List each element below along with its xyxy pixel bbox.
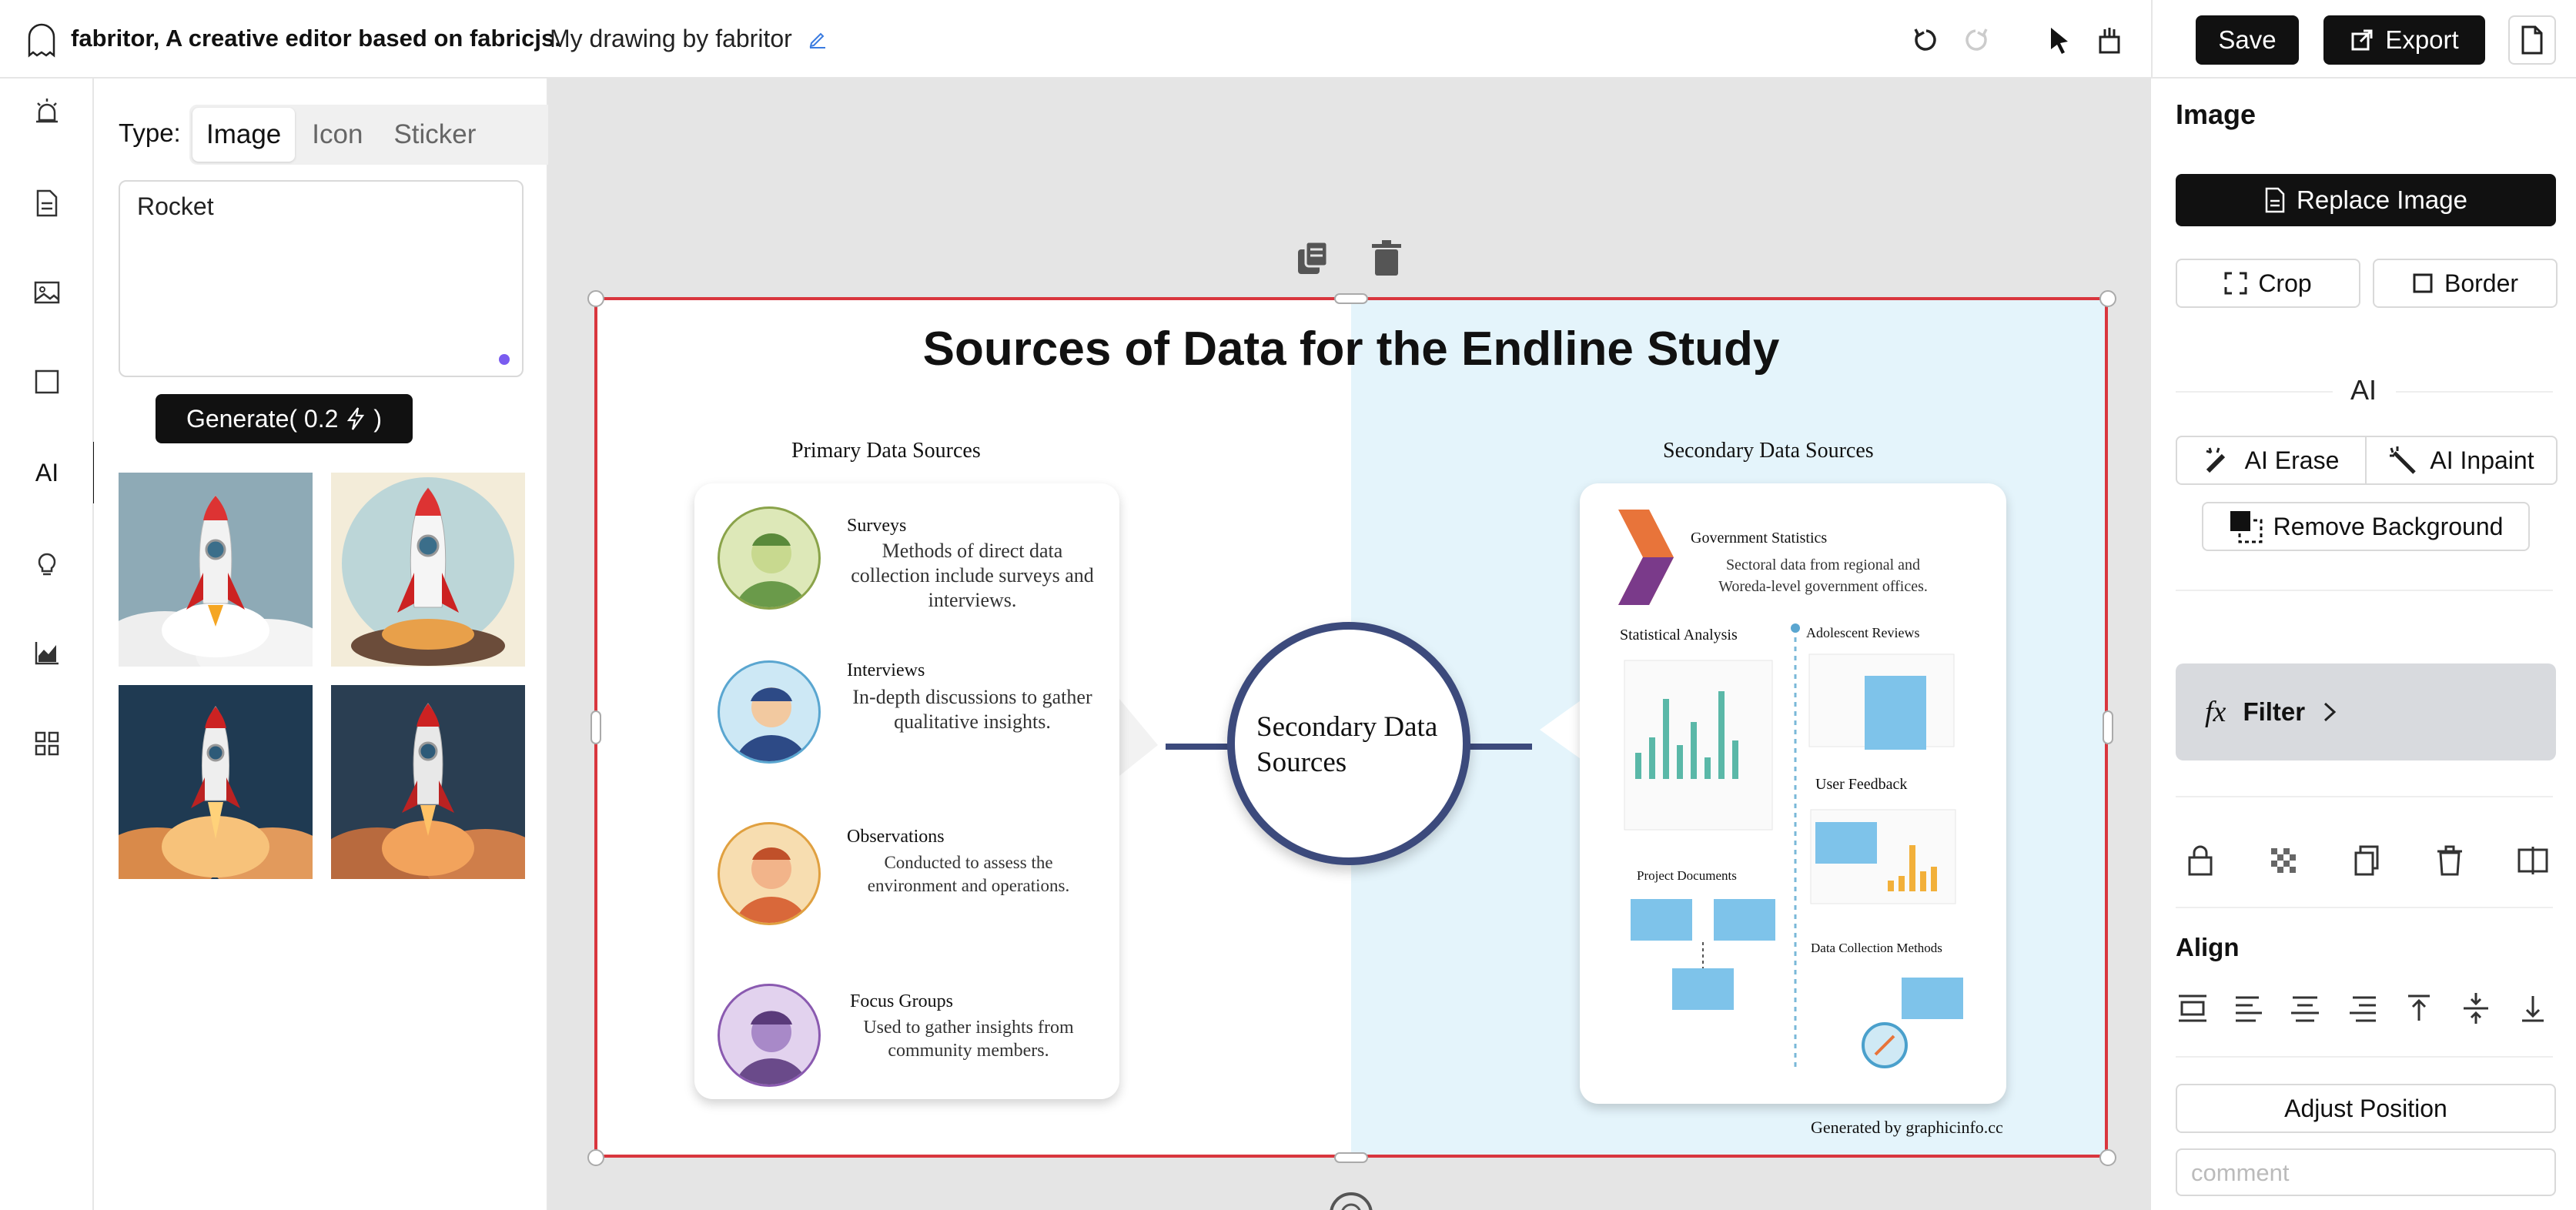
type-segmented-control	[189, 105, 602, 165]
align-bottom-icon[interactable]	[2516, 991, 2550, 1025]
surveys-body: Methods of direct data collection include surveys and interviews.	[851, 540, 1094, 611]
secondary-illustrations	[1580, 483, 2006, 1104]
rail-item-apps[interactable]	[0, 713, 94, 774]
resize-handle-top[interactable]	[1334, 293, 1368, 304]
drawing-canvas[interactable]	[548, 79, 2151, 1210]
square-shape-icon	[33, 368, 61, 396]
observations-title: Observations	[847, 827, 945, 847]
flip-icon[interactable]	[2516, 844, 2550, 877]
user-feedback-label: User Feedback	[1815, 776, 1908, 793]
ai-inpaint-label: AI Inpaint	[2430, 446, 2534, 474]
align-center-canvas-icon[interactable]	[2176, 991, 2210, 1025]
document-title[interactable]: My drawing by fabritor	[550, 25, 792, 52]
result-image-2[interactable]	[331, 473, 525, 667]
crop-button[interactable]	[2176, 259, 2360, 308]
ai-divider-right	[2396, 391, 2553, 393]
data-collection-label: Data Collection Methods	[1811, 941, 1942, 955]
crop-icon	[2224, 272, 2247, 295]
center-circle-label: Secondary Data Sources	[1256, 711, 1438, 778]
interviews-avatar	[718, 660, 821, 764]
save-button[interactable]	[2196, 15, 2299, 65]
ai-erase-button[interactable]	[2176, 436, 2367, 485]
gov-stats-body: Sectoral data from regional and Woreda-level government offices.	[1718, 557, 1928, 595]
filter-label: Filter	[2243, 697, 2306, 726]
redo-icon[interactable]	[1959, 23, 1992, 57]
ai-inpaint-button[interactable]	[2365, 436, 2558, 485]
remove-background-button[interactable]	[2202, 502, 2530, 551]
alarm-icon	[33, 97, 61, 125]
trash-icon[interactable]	[2433, 844, 2467, 877]
properties-panel	[2151, 79, 2576, 1210]
generate-suffix: )	[373, 404, 383, 433]
person-avatar-icon	[720, 663, 821, 764]
result-image-4[interactable]	[331, 685, 525, 879]
section-divider	[2176, 796, 2553, 797]
rail-item-alert[interactable]	[0, 80, 94, 142]
export-label: Export	[2385, 25, 2459, 54]
primary-sources-card	[694, 483, 1119, 1099]
adjust-position-label: Adjust Position	[2284, 1094, 2447, 1122]
align-top-icon[interactable]	[2402, 991, 2436, 1025]
type-option-sticker[interactable]: Sticker	[393, 119, 477, 149]
type-label: Type:	[119, 119, 181, 147]
hand-pan-icon[interactable]	[2093, 23, 2126, 57]
rail-item-text[interactable]	[0, 172, 94, 234]
align-vertical-center-icon[interactable]	[2459, 991, 2493, 1025]
fx-icon: fx	[2205, 696, 2226, 728]
generated-by-footer: Generated by graphicinfo.cc	[1811, 1118, 2003, 1137]
observations-avatar	[718, 822, 821, 925]
generate-button[interactable]	[156, 394, 413, 443]
filter-button[interactable]	[2176, 663, 2556, 760]
comment-input[interactable]	[2176, 1148, 2556, 1196]
rail-ai-label: AI	[35, 458, 59, 486]
lightbulb-icon	[33, 550, 61, 577]
center-circle	[1227, 622, 1470, 865]
gov-stats-title: Government Statistics	[1691, 530, 1828, 547]
app-title: fabritor, A creative editor based on fabricjs.	[71, 25, 561, 52]
opacity-checker-icon[interactable]	[2267, 844, 2300, 877]
align-horizontal-center-icon[interactable]	[2288, 991, 2322, 1025]
person-avatar-icon	[720, 986, 821, 1087]
grammar-indicator-dot	[499, 354, 510, 365]
area-chart-icon	[33, 639, 61, 667]
rail-item-shape[interactable]	[0, 351, 94, 413]
border-label: Border	[2444, 269, 2519, 297]
resize-handle-bottom-left[interactable]	[587, 1149, 604, 1166]
rotate-handle-icon[interactable]	[1326, 1188, 1377, 1210]
delete-icon[interactable]	[1367, 239, 1406, 279]
select-cursor-icon[interactable]	[2042, 23, 2076, 57]
focus-groups-title: Focus Groups	[850, 991, 954, 1011]
duplicate-icon[interactable]	[1293, 239, 1332, 279]
secondary-sources-card	[1580, 483, 2006, 1104]
rail-item-image[interactable]	[0, 262, 94, 323]
align-right-icon[interactable]	[2345, 991, 2379, 1025]
result-image-3[interactable]	[119, 685, 313, 879]
resize-handle-bottom-right[interactable]	[2099, 1149, 2116, 1166]
person-avatar-icon	[720, 824, 821, 925]
grid-apps-icon	[33, 730, 61, 757]
rail-item-ideas[interactable]	[0, 533, 94, 594]
interviews-body: In-depth discussions to gather qualitative insights.	[852, 686, 1092, 733]
adolescent-reviews-label: Adolescent Reviews	[1806, 625, 1920, 640]
border-square-icon	[2412, 272, 2434, 294]
copy-icon[interactable]	[2350, 844, 2384, 877]
border-button[interactable]	[2373, 259, 2558, 308]
header-divider	[2151, 0, 2153, 79]
export-icon	[2350, 28, 2374, 52]
comment-placeholder: comment	[2191, 1159, 2290, 1186]
resize-handle-left[interactable]	[590, 710, 601, 744]
prompt-value: Rocket	[137, 192, 214, 220]
rocket-image-icon	[119, 685, 313, 879]
rail-item-ai[interactable]	[0, 442, 94, 503]
rocket-image-icon	[331, 473, 525, 667]
secondary-heading: Secondary Data Sources	[1663, 439, 1874, 463]
surveys-avatar	[718, 506, 821, 610]
edit-title-icon[interactable]	[807, 28, 828, 49]
poster-title: Sources of Data for the Endline Study	[922, 323, 1780, 376]
section-divider	[2176, 1056, 2553, 1058]
remove-background-label: Remove Background	[2273, 512, 2504, 540]
primary-heading: Primary Data Sources	[791, 439, 981, 463]
result-image-1[interactable]	[119, 473, 313, 667]
prompt-textarea[interactable]	[119, 180, 524, 377]
rocket-image-icon	[119, 473, 313, 667]
section-divider	[2176, 907, 2553, 908]
resize-handle-top-left[interactable]	[587, 290, 604, 307]
ai-generate-panel	[94, 79, 548, 1210]
image-icon	[33, 279, 61, 306]
person-avatar-icon	[720, 509, 821, 610]
properties-title: Image	[2176, 99, 2257, 130]
resize-handle-top-right[interactable]	[2099, 290, 2116, 307]
replace-image-button[interactable]	[2176, 174, 2556, 226]
surveys-title: Surveys	[847, 516, 907, 536]
crop-label: Crop	[2258, 269, 2312, 297]
adjust-position-button[interactable]	[2176, 1084, 2556, 1133]
observations-body: Conducted to assess the environment and operations.	[867, 853, 1070, 895]
focus-groups-body: Used to gather insights from community members.	[863, 1018, 1074, 1061]
top-toolbar	[0, 0, 2576, 79]
magic-eraser-icon	[2203, 445, 2234, 476]
ai-section-label: AI	[2350, 374, 2377, 406]
align-section-label: Align	[2176, 933, 2240, 961]
interviews-title: Interviews	[847, 660, 925, 680]
project-docs-label: Project Documents	[1637, 868, 1737, 883]
type-option-image[interactable]: Image	[192, 108, 295, 162]
lightning-icon	[346, 406, 366, 431]
save-label: Save	[2218, 25, 2277, 54]
resize-handle-right[interactable]	[2103, 710, 2113, 744]
replace-image-label: Replace Image	[2297, 186, 2467, 214]
magic-wand-icon	[2388, 445, 2419, 476]
ghost-logo-icon	[25, 22, 59, 58]
lock-icon[interactable]	[2183, 844, 2217, 877]
export-button[interactable]	[2323, 15, 2485, 65]
document-icon	[33, 189, 61, 217]
generate-label: Generate( 0.2	[186, 404, 339, 433]
chevron-right-icon	[2322, 700, 2337, 724]
section-divider	[2176, 590, 2553, 591]
rail-item-chart[interactable]	[0, 622, 94, 684]
document-settings-button[interactable]	[2508, 15, 2556, 65]
tool-rail	[0, 79, 94, 1210]
type-option-icon[interactable]: Icon	[312, 119, 363, 149]
align-left-icon[interactable]	[2233, 991, 2267, 1025]
focus-groups-avatar	[718, 984, 821, 1087]
ai-erase-label: AI Erase	[2244, 446, 2340, 474]
rocket-image-icon	[331, 685, 525, 879]
file-icon	[2520, 25, 2544, 55]
resize-handle-bottom[interactable]	[1334, 1152, 1368, 1163]
remove-background-icon	[2229, 510, 2263, 543]
stat-analysis-label: Statistical Analysis	[1620, 627, 1738, 643]
undo-icon[interactable]	[1909, 23, 1943, 57]
file-icon	[2264, 187, 2286, 213]
infographic-image[interactable]	[596, 299, 2106, 1156]
